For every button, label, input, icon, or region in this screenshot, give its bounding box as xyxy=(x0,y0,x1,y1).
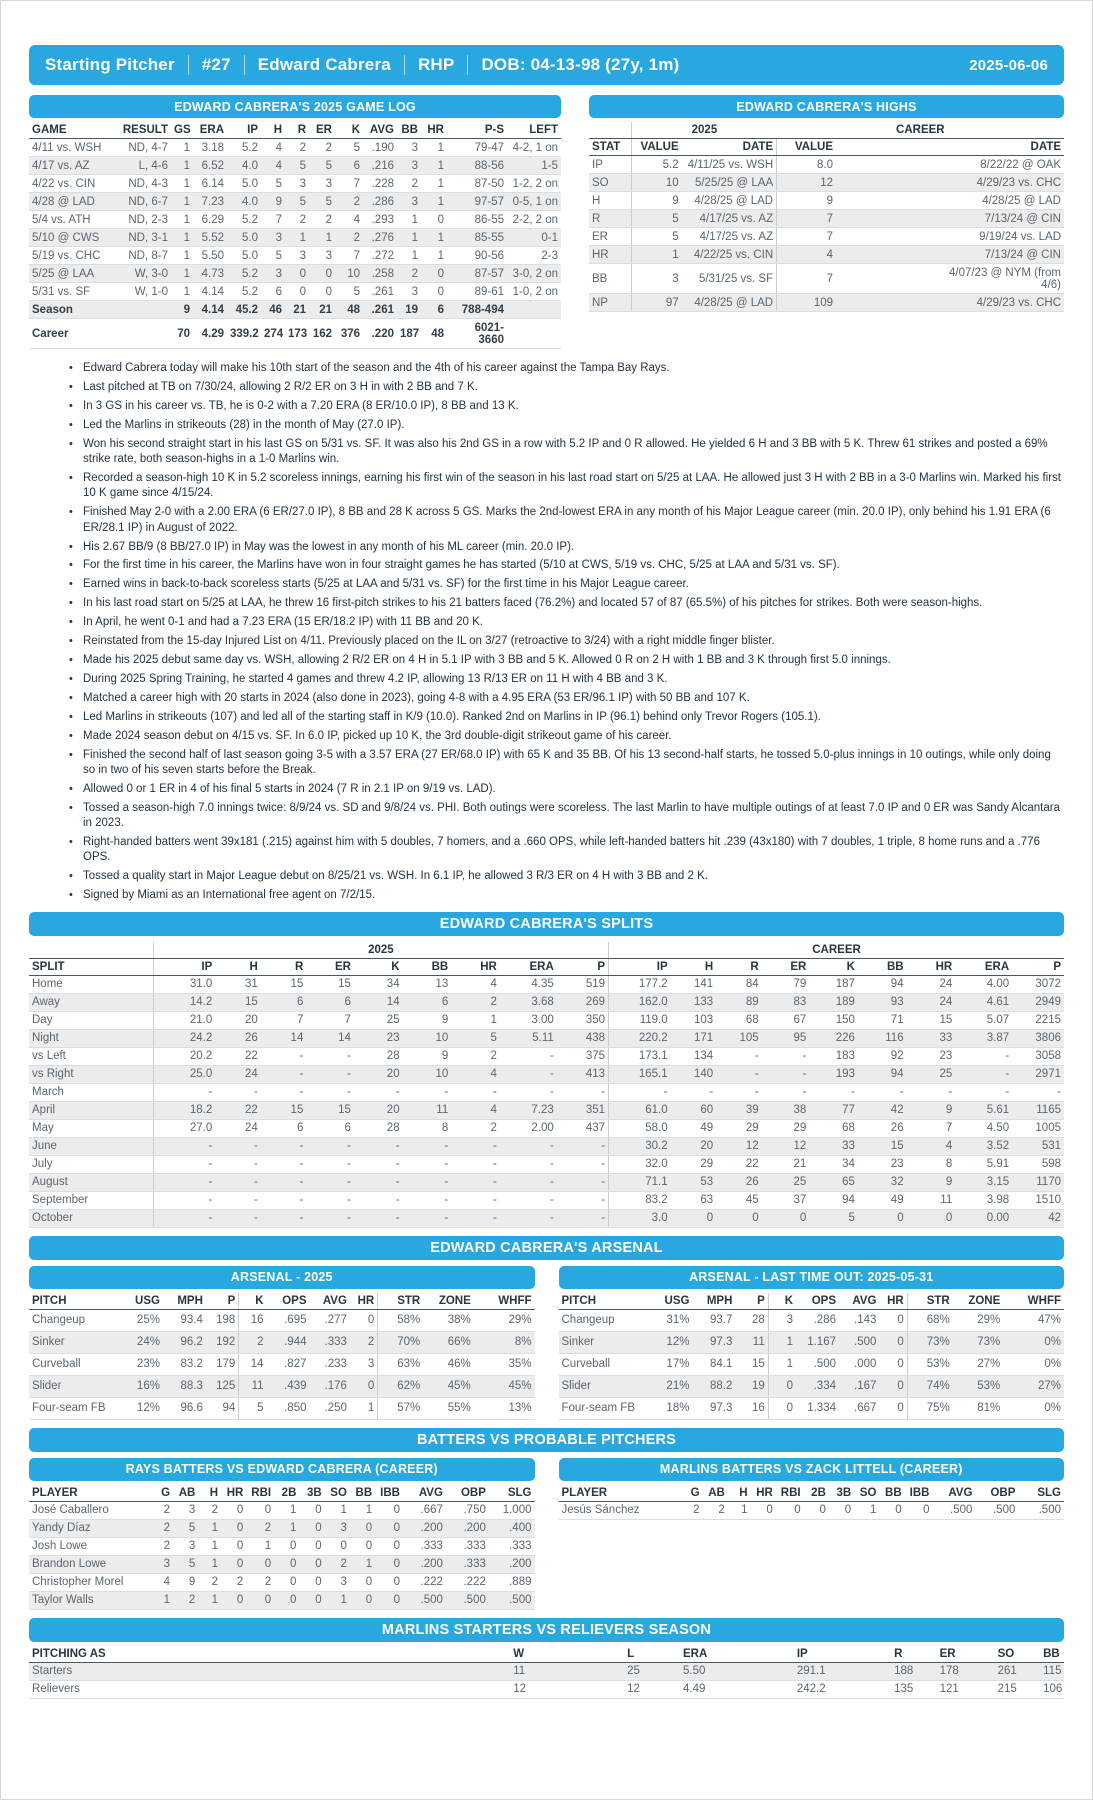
column-header: PLAYER xyxy=(559,1485,680,1502)
column-header: P xyxy=(1012,958,1064,975)
header-bar xyxy=(29,45,1064,85)
note-item: • In April, he went 0-1 and had a 7.23 ERA (15 ER/18.2 IP) with 11 BB and 20 K. xyxy=(69,615,1064,630)
header-divider xyxy=(467,55,468,75)
table-row: 4/22 vs. CIN ND, 4-3 1 6.14 5.0 5 3 3 7 .228 2 1 87-50 1-2, 2 on xyxy=(29,175,561,193)
column-header: SLG xyxy=(489,1485,535,1502)
column-header: K xyxy=(768,1293,796,1310)
table-row: vs Left 20.2 22 - - 28 9 2 - 375 173.1 134 - - 183 92 23 - 3058 xyxy=(29,1047,1064,1065)
starters-relievers-table xyxy=(29,1646,1064,1699)
table-row: Yandy Díaz 2 5 1 0 2 1 0 3 0 0 .200 .200 .400 xyxy=(29,1519,535,1537)
splits-table xyxy=(29,942,1064,1228)
arsenal-last-out-header xyxy=(559,1293,1065,1310)
table-row: 4/28 @ LAD ND, 6-7 1 7.23 4.0 9 5 5 2 .286 3 1 97-57 0-5, 1 on xyxy=(29,193,561,211)
notes-list xyxy=(29,361,1064,904)
highs-table xyxy=(589,122,1064,312)
marlins-batters-table xyxy=(559,1485,1065,1520)
column-header: SPLIT xyxy=(29,958,153,975)
column-header: IP xyxy=(227,122,261,139)
table-row: May 27.0 24 6 6 28 8 2 2.00 437 58.0 49 29 29 68 26 7 4.50 1005 xyxy=(29,1119,1064,1137)
splits-section xyxy=(29,912,1064,1228)
note-item: • Tossed a season-high 7.0 innings twice: 8/9/24 vs. SD and 9/8/24 vs. PHI. Both outings were scoreless. The last Marlin to have multiple outings of at least 7.0 IP and 0 ER was Sandy Alcantara in 2023. xyxy=(69,801,1064,832)
column-header: P xyxy=(557,958,609,975)
note-item: • Reinstated from the 15-day Injured List on 4/11. Previously placed on the IL on 3/27 (retroactive to 3/24) with a right middle finger blister. xyxy=(69,634,1064,649)
column-header: IP xyxy=(153,958,215,975)
column-header: 3B xyxy=(829,1485,854,1502)
column-header: USG xyxy=(123,1293,163,1310)
table-row: April 18.2 22 15 15 20 11 4 7.23 351 61.0 60 39 38 77 42 9 5.61 1165 xyxy=(29,1101,1064,1119)
batters-title: BATTERS VS PROBABLE PITCHERS xyxy=(29,1428,1064,1452)
column-header: BB xyxy=(879,1485,904,1502)
column-header: RBI xyxy=(776,1485,804,1502)
column-header: OPS xyxy=(796,1293,839,1310)
arsenal-last-out-title: ARSENAL - LAST TIME OUT: 2025-05-31 xyxy=(559,1266,1065,1289)
rays-batters-title: RAYS BATTERS VS EDWARD CABRERA (CAREER) xyxy=(29,1458,535,1481)
column-header: SLG xyxy=(1018,1485,1064,1502)
column-header: H xyxy=(671,958,717,975)
player-name: Edward Cabrera xyxy=(257,55,391,74)
note-item: • Recorded a season-high 10 K in 5.2 scoreless innings, earning his first win of the season in his last road start on 5/25 at LAA. He allowed just 3 H with 2 BB in a 3-0 Marlins win. Marked his first 10 K game since 4/15/24. xyxy=(69,471,1064,502)
column-header: AVG xyxy=(839,1293,879,1310)
table-row: March - - - - - - - - - - - - - - - - - - xyxy=(29,1083,1064,1101)
table-row: August - - - - - - - - - 71.1 53 26 25 65 32 9 3.15 1170 xyxy=(29,1173,1064,1191)
column-header: P xyxy=(206,1293,239,1310)
table-row: 4/17 vs. AZ L, 4-6 1 6.52 4.0 4 5 5 6 .216 3 1 88-56 1-5 xyxy=(29,157,561,175)
column-header: H xyxy=(215,958,261,975)
table-row: HR 1 4/22/25 vs. CIN 4 7/13/24 @ CIN xyxy=(589,246,1064,264)
column-header: R xyxy=(285,122,309,139)
table-row: Josh Lowe 2 3 1 0 1 0 0 0 0 0 .333 .333 .333 xyxy=(29,1537,535,1555)
table-row: Four-seam FB 12% 96.6 94 5 .850 .250 1 57% 55% 13% xyxy=(29,1397,535,1419)
table-row: R 5 4/17/25 vs. AZ 7 7/13/24 @ CIN xyxy=(589,210,1064,228)
rays-batters-table xyxy=(29,1485,535,1610)
table-row: September - - - - - - - - - 83.2 63 45 37 94 49 11 3.98 1510 xyxy=(29,1191,1064,1209)
rays-batters-section xyxy=(29,1458,535,1610)
jersey-number: #27 xyxy=(201,55,231,74)
column-header: DATE xyxy=(836,139,1064,156)
column-header: USG xyxy=(652,1293,692,1310)
table-row: 4/11 vs. WSH ND, 4-7 1 3.18 5.2 4 2 2 5 .190 3 1 79-47 4-2, 1 on xyxy=(29,139,561,157)
column-header: AB xyxy=(173,1485,198,1502)
table-row: Changeup 25% 93.4 198 16 .695 .277 0 58% 38% 29% xyxy=(29,1309,535,1331)
table-row: vs Right 25.0 24 - - 20 10 4 - 413 165.1 140 - - 193 94 25 - 2971 xyxy=(29,1065,1064,1083)
column-header: H xyxy=(261,122,285,139)
column-header: R xyxy=(261,958,307,975)
note-item: • Finished the second half of last season going 3-5 with a 3.57 ERA (27 ER/68.0 IP) with 65 K and 35 BB. Of his 13 second-half starts, he tossed 5.0-plus innings in 10 outings, while only doing so in two of his seven starts before the Break. xyxy=(69,748,1064,779)
arsenal-season-section xyxy=(29,1266,535,1420)
table-row: October - - - - - - - - - 3.0 0 0 0 5 0 0 0.00 42 xyxy=(29,1209,1064,1227)
column-header: G xyxy=(680,1485,703,1502)
note-item: • In 3 GS in his career vs. TB, he is 0-2 with a 7.20 ERA (8 ER/10.0 IP), 8 BB and 13 K. xyxy=(69,399,1064,414)
column-header: HR xyxy=(221,1485,246,1502)
column-header: ER xyxy=(306,958,354,975)
column-header: AB xyxy=(703,1485,728,1502)
column-header: HR xyxy=(451,958,500,975)
column-header: MPH xyxy=(692,1293,735,1310)
arsenal-last-out-section xyxy=(559,1266,1065,1420)
arsenal-season-table xyxy=(29,1293,535,1420)
gamelog-highs-row xyxy=(29,95,1064,349)
note-item: • Edward Cabrera today will make his 10th start of the season and the 4th of his career against the Tampa Bay Rays. xyxy=(69,361,1064,376)
marlins-batters-header xyxy=(559,1485,1065,1502)
column-header: STAT xyxy=(589,139,632,156)
column-header: K xyxy=(239,1293,267,1310)
column-header: AVG xyxy=(403,1485,446,1502)
table-row: Slider 16% 88.3 125 11 .439 .176 0 62% 45% 45% xyxy=(29,1375,535,1397)
arsenal-title: EDWARD CABRERA'S ARSENAL xyxy=(29,1236,1064,1260)
table-row: NP 97 4/28/25 @ LAD 109 4/29/23 vs. CHC xyxy=(589,294,1064,312)
note-item: • Led the Marlins in strikeouts (28) in the month of May (27.0 IP). xyxy=(69,418,1064,433)
column-header: AVG xyxy=(363,122,397,139)
highs-group-header xyxy=(589,122,1064,139)
game-log-section xyxy=(29,95,561,349)
column-header: IP xyxy=(609,958,671,975)
column-header: WHFF xyxy=(474,1293,535,1310)
table-row: Four-seam FB 18% 97.3 16 0 1.334 .667 0 75% 81% 0% xyxy=(559,1397,1065,1419)
column-header: HR xyxy=(421,122,447,139)
group-2025-label: 2025 xyxy=(153,942,608,959)
arsenal-season-header xyxy=(29,1293,535,1310)
column-header: H xyxy=(198,1485,221,1502)
column-header: STR xyxy=(378,1293,423,1310)
starters-relievers-section xyxy=(29,1618,1064,1699)
game-log-title: EDWARD CABRERA'S 2025 GAME LOG xyxy=(29,95,561,118)
column-header: ERA xyxy=(680,1646,794,1663)
note-item: • His 2.67 BB/9 (8 BB/27.0 IP) in May was the lowest in any month of his ML career (min. 20.0 IP). xyxy=(69,540,1064,555)
column-header: 2B xyxy=(274,1485,299,1502)
column-header: OBP xyxy=(446,1485,489,1502)
note-item: • Finished May 2-0 with a 2.00 ERA (6 ER/27.0 IP), 8 BB and 28 K across 5 GS. Marks the 2nd-lowest ERA in any month of his Major League career (min. 20.0 IP), only behind his 1.91 ERA (6 ER/28.1 IP) in August of 2022. xyxy=(69,505,1064,536)
batters-section xyxy=(29,1428,1064,1610)
column-header: GS xyxy=(171,122,193,139)
column-header: ERA xyxy=(193,122,227,139)
table-row: 5/31 vs. SF W, 1-0 1 4.14 5.2 6 0 0 5 .261 3 0 89-61 1-0, 2 on xyxy=(29,283,561,301)
splits-header xyxy=(29,958,1064,975)
table-row: Sinker 12% 97.3 11 1 1.167 .500 0 73% 73% 0% xyxy=(559,1331,1065,1353)
column-header: ER xyxy=(937,1646,995,1663)
note-item: • Matched a career high with 20 starts in 2024 (also done in 2023), going 4-8 with a 4.95 ERA (53 ER/96.1 IP) with 50 BB and 107 K. xyxy=(69,691,1064,706)
player-role: Starting Pitcher xyxy=(45,55,175,74)
starters-relievers-header xyxy=(29,1646,1064,1663)
column-header: RBI xyxy=(246,1485,274,1502)
table-row: 5/10 @ CWS ND, 3-1 1 5.52 5.0 3 1 1 2 .276 1 1 85-55 0-1 xyxy=(29,229,561,247)
column-header: PLAYER xyxy=(29,1485,150,1502)
note-item: • Tossed a quality start in Major League debut on 8/25/21 vs. WSH. In 6.1 IP, he allowed 3 R/3 ER on 4 H with 3 BB and 2 K. xyxy=(69,869,1064,884)
column-header: VALUE xyxy=(777,139,836,156)
column-header: BB xyxy=(858,958,907,975)
column-header: K xyxy=(354,958,403,975)
highs-title: EDWARD CABRERA'S HIGHS xyxy=(589,95,1064,118)
column-header: HR xyxy=(350,1293,378,1310)
column-header: HR xyxy=(751,1485,776,1502)
column-header: 2B xyxy=(804,1485,829,1502)
table-row: Curveball 23% 83.2 179 14 .827 .233 3 63% 46% 35% xyxy=(29,1353,535,1375)
note-item: • Led Marlins in strikeouts (107) and led all of the starting staff in K/9 (10.0). Ranked 2nd on Marlins in IP (96.1) behind only Trevor Rogers (105.1). xyxy=(69,710,1064,725)
note-item: • Signed by Miami as an International free agent on 7/2/15. xyxy=(69,888,1064,903)
table-row: Relievers 12 12 4.49 242.2 135 121 215 106 xyxy=(29,1680,1064,1698)
group-2025-label: 2025 xyxy=(632,122,777,139)
column-header: IBB xyxy=(905,1485,933,1502)
column-header: P-S xyxy=(447,122,507,139)
column-header: GAME xyxy=(29,122,115,139)
column-header: RESULT xyxy=(115,122,171,139)
game-log-table xyxy=(29,122,561,349)
table-row: Home 31.0 31 15 15 34 13 4 4.35 519 177.2 141 84 79 187 94 24 4.00 3072 xyxy=(29,975,1064,993)
table-row: Season 9 4.14 45.2 46 21 21 48 .261 19 6 788-494 xyxy=(29,301,561,319)
table-row: José Caballero 2 3 2 0 0 1 0 1 1 0 .667 .750 1.000 xyxy=(29,1501,535,1519)
table-row: June - - - - - - - - - 30.2 20 12 12 33 15 4 3.52 531 xyxy=(29,1137,1064,1155)
column-header: PITCHING AS xyxy=(29,1646,510,1663)
column-header: K xyxy=(335,122,363,139)
table-row: Taylor Walls 1 2 1 0 0 0 0 1 0 0 .500 .500 .500 xyxy=(29,1591,535,1609)
table-row: 5/4 vs. ATH ND, 2-3 1 6.29 5.2 7 2 2 4 .293 1 0 86-55 2-2, 2 on xyxy=(29,211,561,229)
column-header: W xyxy=(510,1646,624,1663)
arsenal-season-title: ARSENAL - 2025 xyxy=(29,1266,535,1289)
table-row: Sinker 24% 96.2 192 2 .944 .333 2 70% 66% 8% xyxy=(29,1331,535,1353)
column-header: P xyxy=(735,1293,768,1310)
column-header: ER xyxy=(762,958,810,975)
splits-group-header xyxy=(29,942,1064,959)
game-log-header xyxy=(29,122,561,139)
column-header: AVG xyxy=(932,1485,975,1502)
column-header: HR xyxy=(879,1293,907,1310)
table-row: Changeup 31% 93.7 28 3 .286 .143 0 68% 29% 47% xyxy=(559,1309,1065,1331)
column-header: DATE xyxy=(682,139,777,156)
table-row: Day 21.0 20 7 7 25 9 1 3.00 350 119.0 103 68 67 150 71 15 5.07 2215 xyxy=(29,1011,1064,1029)
column-header: 3B xyxy=(299,1485,324,1502)
column-header: H xyxy=(728,1485,751,1502)
column-header: PITCH xyxy=(29,1293,123,1310)
table-row: Christopher Morel 4 9 2 2 2 0 0 3 0 0 .222 .222 .889 xyxy=(29,1573,535,1591)
starters-relievers-title: MARLINS STARTERS VS RELIEVERS SEASON xyxy=(29,1618,1064,1642)
marlins-batters-section xyxy=(559,1458,1065,1520)
column-header: ERA xyxy=(500,958,557,975)
table-row: Slider 21% 88.2 19 0 .334 .167 0 74% 53% 27% xyxy=(559,1375,1065,1397)
column-header: K xyxy=(809,958,858,975)
column-header: R xyxy=(891,1646,937,1663)
column-header: MPH xyxy=(163,1293,206,1310)
group-career-label: CAREER xyxy=(777,122,1064,139)
report-date: 2025-06-06 xyxy=(969,56,1048,74)
marlins-batters-title: MARLINS BATTERS VS ZACK LITTELL (CAREER) xyxy=(559,1458,1065,1481)
column-header: STR xyxy=(907,1293,952,1310)
column-header: SO xyxy=(995,1646,1041,1663)
header-divider xyxy=(188,55,189,75)
table-row: ER 5 4/17/25 vs. AZ 7 9/19/24 vs. LAD xyxy=(589,228,1064,246)
throwing-hand: RHP xyxy=(417,55,455,74)
date-of-birth: DOB: 04-13-98 (27y, 1m) xyxy=(481,55,680,74)
note-item: • Earned wins in back-to-back scoreless starts (5/25 at LAA and 5/31 vs. SF) for the first time in his Major League career. xyxy=(69,577,1064,592)
arsenal-tables-row xyxy=(29,1266,1064,1420)
column-header: OPS xyxy=(267,1293,310,1310)
column-header: IBB xyxy=(375,1485,403,1502)
note-item: • Last pitched at TB on 7/30/24, allowing 2 R/2 ER on 3 H in with 2 BB and 7 K. xyxy=(69,380,1064,395)
header-divider xyxy=(244,55,245,75)
column-header: PITCH xyxy=(559,1293,653,1310)
note-item: • For the first time in his career, the Marlins have won in four straight games he has started (5/10 at CWS, 5/19 vs. CHC, 5/25 at LAA and 5/31 vs. SF). xyxy=(69,558,1064,573)
highs-section xyxy=(589,95,1064,349)
column-header: ERA xyxy=(955,958,1012,975)
table-row: Away 14.2 15 6 6 14 6 2 3.68 269 162.0 133 89 83 189 93 24 4.61 2949 xyxy=(29,993,1064,1011)
column-header: BB xyxy=(403,958,452,975)
column-header: SO xyxy=(325,1485,350,1502)
note-item: • Made 2024 season debut on 4/15 vs. SF. In 6.0 IP, picked up 10 K, the 3rd double-digit strikeout game of his career. xyxy=(69,729,1064,744)
column-header: R xyxy=(716,958,762,975)
column-header: SO xyxy=(854,1485,879,1502)
group-career-label: CAREER xyxy=(609,942,1064,959)
column-header: BB xyxy=(1040,1646,1064,1663)
table-row: Night 24.2 26 14 14 23 10 5 5.11 438 220.2 171 105 95 226 116 33 3.87 3806 xyxy=(29,1029,1064,1047)
table-row: Curveball 17% 84.1 15 1 .500 .000 0 53% 27% 0% xyxy=(559,1353,1065,1375)
column-header: BB xyxy=(350,1485,375,1502)
table-row: Career 70 4.29 339.2 274 173 162 376 .220 187 48 6021-3660 xyxy=(29,319,561,349)
header-divider xyxy=(404,55,405,75)
highs-header xyxy=(589,139,1064,156)
note-item: • Allowed 0 or 1 ER in 4 of his final 5 starts in 2024 (7 R in 2.1 IP on 9/19 vs. LAD). xyxy=(69,782,1064,797)
column-header: VALUE xyxy=(632,139,682,156)
column-header: LEFT xyxy=(507,122,561,139)
table-row: Starters 11 25 5.50 291.1 188 178 261 115 xyxy=(29,1662,1064,1680)
table-row: Brandon Lowe 3 5 1 0 0 0 0 2 1 0 .200 .333 .200 xyxy=(29,1555,535,1573)
note-item: • Made his 2025 debut same day vs. WSH, allowing 2 R/2 ER on 4 H in 5.1 IP with 3 BB and 5 K. Allowed 0 R on 2 H with 1 BB and 3 K through first 5.0 innings. xyxy=(69,653,1064,668)
table-row: BB 3 5/31/25 vs. SF 7 4/07/23 @ NYM (from 4/6) xyxy=(589,264,1064,294)
table-row: H 9 4/28/25 @ LAD 9 4/28/25 @ LAD xyxy=(589,192,1064,210)
column-header: WHFF xyxy=(1003,1293,1064,1310)
column-header: ER xyxy=(309,122,335,139)
table-row: 5/25 @ LAA W, 3-0 1 4.73 5.2 3 0 0 10 .258 2 0 87-57 3-0, 2 on xyxy=(29,265,561,283)
table-row: July - - - - - - - - - 32.0 29 22 21 34 23 8 5.91 598 xyxy=(29,1155,1064,1173)
table-row: 5/19 vs. CHC ND, 8-7 1 5.50 5.0 5 3 3 7 .272 1 1 90-56 2-3 xyxy=(29,247,561,265)
note-item: • Won his second straight start in his last GS on 5/31 vs. SF. It was also his 2nd GS in a row with 5.2 IP and 0 R allowed. He yielded 6 H and 3 BB with 5 K. Threw 61 strikes and posted a 69% strike rate, both season-highs in a 1-0 Marlins win. xyxy=(69,437,1064,468)
column-header: L xyxy=(624,1646,680,1663)
arsenal-last-out-table xyxy=(559,1293,1065,1420)
rays-batters-header xyxy=(29,1485,535,1502)
column-header: HR xyxy=(907,958,956,975)
arsenal-section xyxy=(29,1236,1064,1420)
column-header: IP xyxy=(794,1646,891,1663)
column-header: ZONE xyxy=(953,1293,1004,1310)
note-item: • In his last road start on 5/25 at LAA, he threw 16 first-pitch strikes to his 21 batters faced (76.2%) and located 57 of 87 (65.5%) of his pitches for strikes. Both were season-highs. xyxy=(69,596,1064,611)
table-row: SO 10 5/25/25 @ LAA 12 4/29/23 vs. CHC xyxy=(589,174,1064,192)
note-item: • During 2025 Spring Training, he started 4 games and threw 4.2 IP, allowing 13 R/13 ER on 11 H with 4 BB and 3 K. xyxy=(69,672,1064,687)
table-row: Jesús Sánchez 2 2 1 0 0 0 0 1 0 0 .500 .500 .500 xyxy=(559,1501,1065,1519)
column-header: ZONE xyxy=(423,1293,474,1310)
note-item: • Right-handed batters went 39x181 (.215) against him with 5 doubles, 7 homers, and a .660 OPS, while left-handed batters hit .239 (43x180) with 7 doubles, 1 triple, 8 home runs and a .776 OPS. xyxy=(69,835,1064,866)
column-header: OBP xyxy=(975,1485,1018,1502)
table-row: IP 5.2 4/11/25 vs. WSH 8.0 8/22/22 @ OAK xyxy=(589,156,1064,174)
column-header: BB xyxy=(397,122,421,139)
column-header: AVG xyxy=(310,1293,350,1310)
batters-tables-row xyxy=(29,1458,1064,1610)
splits-title: EDWARD CABRERA'S SPLITS xyxy=(29,912,1064,936)
column-header: G xyxy=(150,1485,173,1502)
